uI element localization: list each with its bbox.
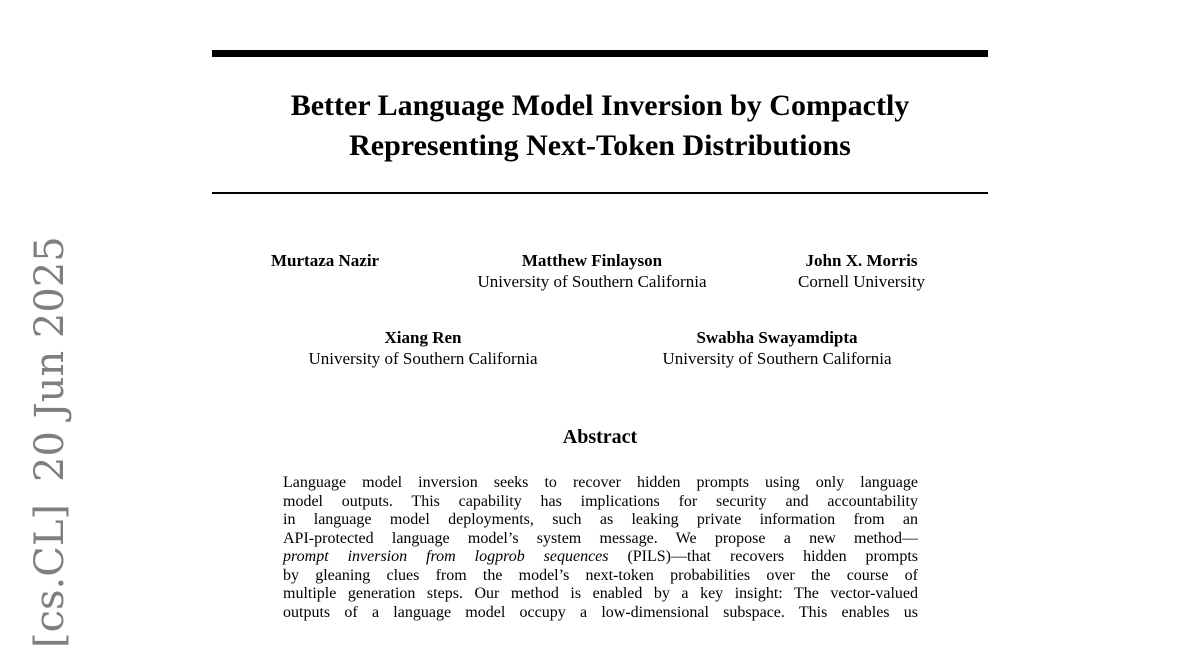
method-name-italic: prompt inversion from logprob sequences bbox=[283, 548, 609, 565]
abstract-line: Language model inversion seeks to recover hidden prompts using only language bbox=[283, 474, 918, 491]
abstract-line: by gleaning clues from the model’s next-token probabilities over the course of bbox=[283, 566, 918, 584]
arxiv-side-stamp bbox=[27, 236, 73, 648]
author-block bbox=[646, 327, 908, 369]
author-block bbox=[292, 327, 554, 369]
author-name: Xiang Ren bbox=[384, 328, 462, 347]
title-bottom-rule bbox=[212, 192, 988, 194]
abstract-body bbox=[283, 474, 918, 622]
author-affiliation: University of Southern California bbox=[477, 272, 707, 291]
abstract-line-method bbox=[283, 548, 918, 567]
author-affiliation: Cornell University bbox=[797, 272, 925, 291]
author-affiliation: University of Southern California bbox=[662, 349, 892, 368]
abstract-line: API-protected language model’s system message. We propose a new method— bbox=[283, 529, 918, 547]
abstract-line: in language model deployments, such as leaking private information from an bbox=[283, 511, 918, 528]
author-name: Swabha Swayamdipta bbox=[696, 328, 858, 347]
abstract-line: model outputs. This capability has implications for security and accountability bbox=[283, 492, 918, 510]
paper-title-line-1: Better Language Model Inversion by Compactly bbox=[290, 89, 910, 122]
method-name-rest: (PILS)—that recovers hidden prompts bbox=[608, 548, 918, 565]
author-block bbox=[788, 250, 935, 292]
arxiv-category: [cs.CL] bbox=[27, 503, 73, 648]
author-name: Murtaza Nazir bbox=[271, 251, 380, 270]
author-affiliation: University of Southern California bbox=[308, 349, 538, 368]
arxiv-date: 20 Jun 2025 bbox=[27, 236, 73, 482]
author-block bbox=[461, 250, 723, 292]
abstract-line: outputs of a language model occupy a low-dimensional subspace. This enables us bbox=[283, 603, 918, 621]
author-name: John X. Morris bbox=[805, 251, 918, 270]
title-top-rule bbox=[212, 50, 988, 57]
paper-title bbox=[212, 86, 988, 166]
paper-title-line-2: Representing Next-Token Distributions bbox=[349, 129, 851, 162]
author-block bbox=[271, 250, 379, 271]
author-name: Matthew Finlayson bbox=[521, 251, 663, 270]
abstract-heading: Abstract bbox=[562, 426, 638, 448]
abstract-line: multiple generation steps. Our method is enabled by a key insight: The vector-valued bbox=[283, 585, 918, 602]
